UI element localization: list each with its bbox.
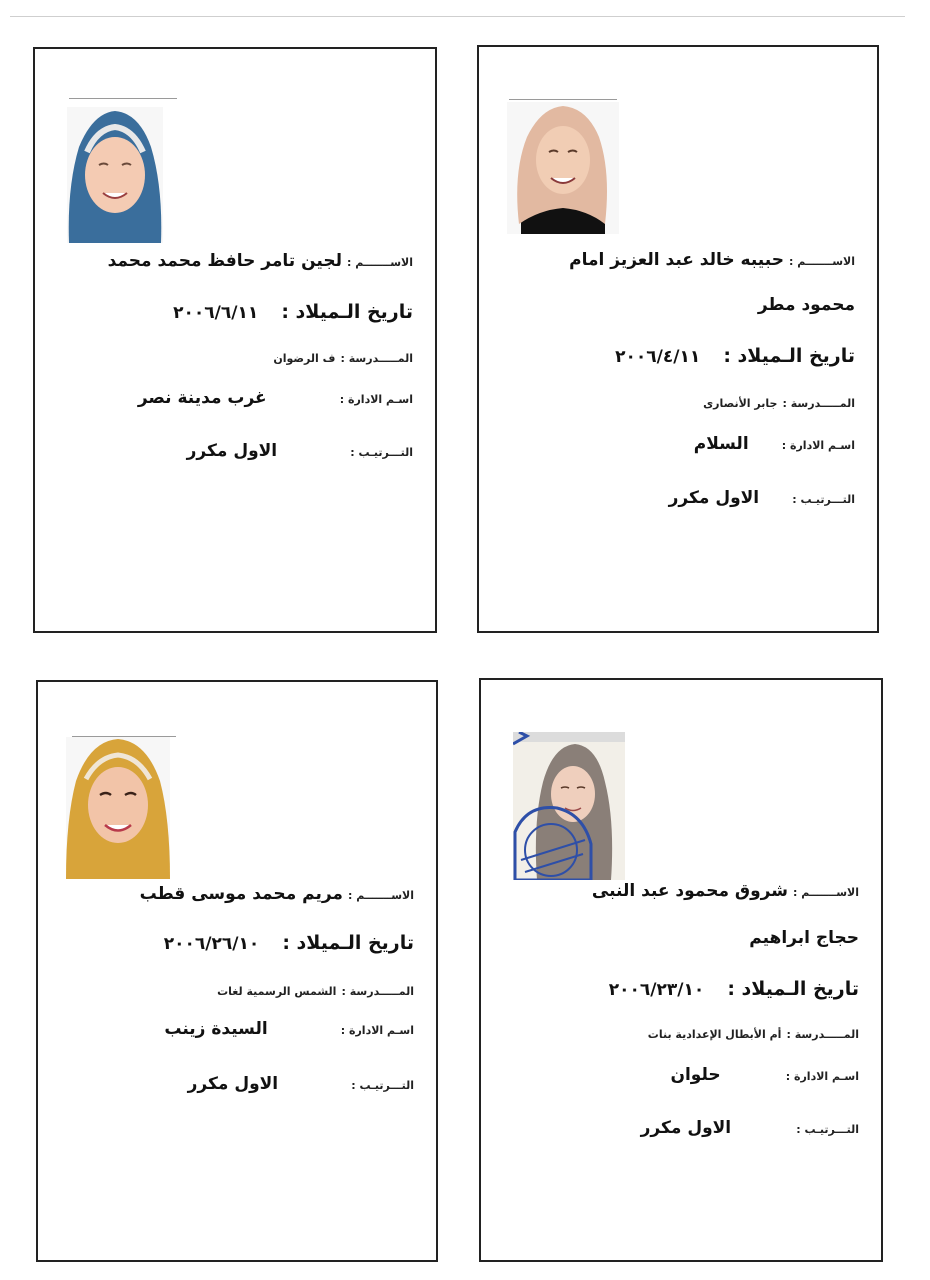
name-row	[140, 884, 414, 904]
admin-row	[670, 1065, 859, 1085]
page-top-line	[10, 16, 905, 17]
dob-value: ٢٠٠٦/٢٣/١٠	[608, 980, 705, 1000]
admin-value: السيدة زينب	[164, 1019, 268, 1039]
dob-label: تاريخ الـميلاد :	[281, 301, 413, 323]
photo-top-line	[509, 99, 617, 100]
rank-value: الاول مكرر	[187, 1074, 279, 1094]
name-label: الاســـــــم :	[348, 889, 414, 902]
student-card-2	[33, 47, 437, 633]
admin-value: حلوان	[670, 1065, 721, 1085]
admin-value: غرب مدينة نصر	[137, 388, 267, 408]
name-row	[592, 881, 859, 901]
school-row	[273, 347, 413, 366]
rank-row	[187, 441, 413, 461]
admin-label: اسـم الادارة :	[339, 393, 413, 406]
portrait-image	[66, 737, 170, 879]
rank-value: الاول مكرر	[186, 441, 278, 461]
school-row	[703, 392, 855, 411]
school-value: جابر الأنصارى	[703, 397, 778, 410]
portrait-image	[513, 732, 625, 880]
name-label: الاســـــــم :	[789, 255, 855, 268]
dob-value: ٢٠٠٦/٦/١١	[173, 303, 259, 323]
school-label: المـــــدرسة :	[786, 1028, 859, 1041]
rank-label: التـــرتيـب :	[792, 493, 855, 506]
student-name-continued: حجاج ابراهيم	[749, 928, 859, 948]
dob-row	[609, 978, 859, 1000]
rank-row	[188, 1074, 414, 1094]
name-label: الاســـــــم :	[347, 256, 413, 269]
dob-row	[164, 932, 414, 954]
student-photo	[66, 737, 170, 879]
rank-label: التـــرتيـب :	[796, 1123, 859, 1136]
admin-label: اسـم الادارة :	[340, 1024, 414, 1037]
school-value: أم الأبطال الإعدادية بنات	[647, 1028, 782, 1041]
portrait-image	[507, 102, 619, 234]
student-name: حبيبه خالد عبد العزيز امام	[569, 250, 784, 270]
dob-row	[173, 301, 413, 323]
name-label: الاســـــــم :	[793, 886, 859, 899]
dob-label: تاريخ الـميلاد :	[723, 345, 855, 367]
student-photo	[67, 107, 163, 243]
name-row	[108, 251, 413, 271]
student-photo	[507, 102, 619, 234]
dob-row	[615, 345, 855, 367]
portrait-image	[67, 107, 163, 243]
portrait-face	[85, 137, 145, 213]
school-label: المـــــدرسة :	[782, 397, 855, 410]
rank-value: الاول مكرر	[668, 488, 760, 508]
school-row	[217, 980, 414, 999]
student-card-4	[36, 680, 438, 1262]
student-card-3	[479, 678, 883, 1262]
rank-value: الاول مكرر	[640, 1118, 732, 1138]
student-photo	[513, 732, 625, 880]
school-label: المـــــدرسة :	[340, 352, 413, 365]
admin-label: اسـم الادارة :	[781, 439, 855, 452]
student-name: شروق محمود عبد النبى	[591, 881, 788, 901]
admin-row	[164, 1019, 414, 1039]
dob-value: ٢٠٠٦/٤/١١	[615, 347, 701, 367]
name-row	[569, 250, 855, 270]
rank-label: التـــرتيـب :	[350, 446, 413, 459]
school-value: الشمس الرسمية لغات	[217, 985, 337, 998]
school-row	[648, 1023, 859, 1042]
photo-top-line	[69, 98, 177, 99]
rank-row	[669, 488, 855, 508]
student-card-1	[477, 45, 879, 633]
admin-row	[138, 388, 413, 408]
student-name-continued: محمود مطر	[757, 295, 855, 315]
admin-label: اسـم الادارة :	[785, 1070, 859, 1083]
school-label: المـــــدرسة :	[341, 985, 414, 998]
school-value: ف الرضوان	[273, 352, 336, 365]
rank-row	[641, 1118, 859, 1138]
student-name: لجين تامر حافظ محمد محمد	[107, 251, 342, 271]
rank-label: التـــرتيـب :	[351, 1079, 414, 1092]
admin-value: السلام	[693, 434, 749, 454]
dob-label: تاريخ الـميلاد :	[282, 932, 414, 954]
student-name: مريم محمد موسى قطب	[139, 884, 343, 904]
dob-value: ٢٠٠٦/٢٦/١٠	[163, 934, 260, 954]
admin-row	[694, 434, 855, 454]
dob-label: تاريخ الـميلاد :	[727, 978, 859, 1000]
